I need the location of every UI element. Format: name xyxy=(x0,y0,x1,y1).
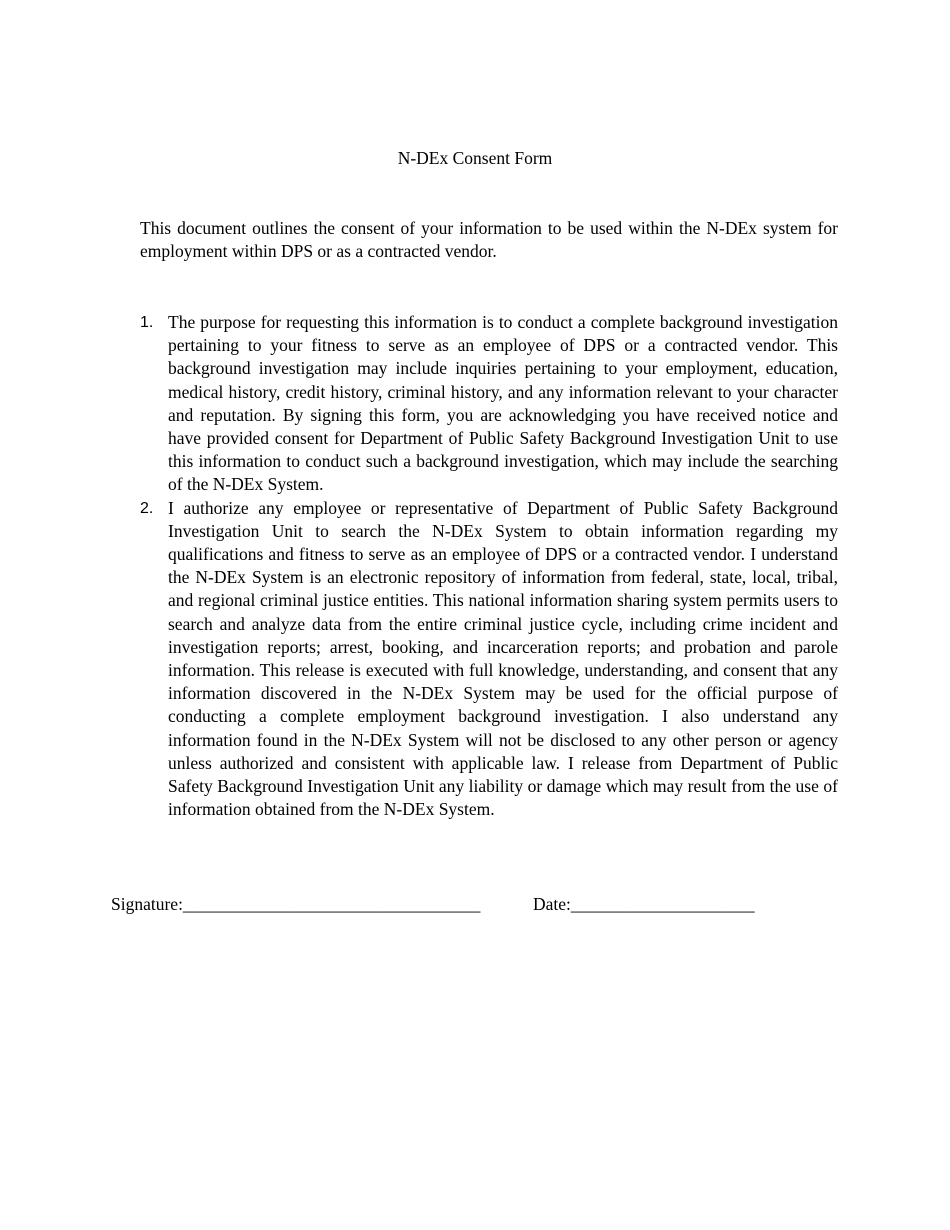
consent-item-text: I authorize any employee or representative of Department of Public Safety Background Investigation Unit to search the N-DEx System to obtain information regarding my qualifications and fitness to serve as an employee of DPS or a contracted vendor. I understand the N-DEx System is an electronic repository of information from federal, state, local, tribal, and regional criminal justice entities. This national information sharing system permits users to search and analyze data from the entire criminal justice cycle, including crime incident and investigation reports; arrest, booking, and incarceration reports; and probation and parole information. This release is executed with full knowledge, understanding, and consent that any information discovered in the N-DEx System may be used for the official purpose of conducting a complete employment background investigation. I also understand any information found in the N-DEx System will not be disclosed to any other person or agency unless authorized and consistent with applicable law. I release from Department of Public Safety Background Investigation Unit any liability or damage which may result from the use of information obtained from the N-DEx System. xyxy=(168,497,838,820)
consent-item-number: 2. xyxy=(140,499,154,517)
consent-item-text: The purpose for requesting this information is to conduct a complete background investigation pertaining to your fitness to serve as an employee of DPS or a contracted vendor. This background investigation may include inquiries pertaining to your employment, education, medical history, credit history, criminal history, and any information relevant to your character and reputation. By signing this form, you are acknowledging you have received notice and have provided consent for Department of Public Safety Background Investigation Unit to use this information to conduct such a background investigation, which may include the searching of the N-DEx System. xyxy=(168,312,838,495)
form-title: N-DEx Consent Form xyxy=(397,148,553,168)
signature-line[interactable]: Signature:__________________________________ xyxy=(111,894,481,914)
consent-item-2 xyxy=(140,497,838,822)
consent-item-1 xyxy=(140,311,838,497)
date-line[interactable]: Date:_____________________ xyxy=(533,894,755,914)
intro-paragraph: This document outlines the consent of your information to be used within the N-DEx system for employment within DPS or as a contracted vendor. xyxy=(140,218,838,262)
consent-list xyxy=(140,311,838,821)
consent-item-number: 1. xyxy=(140,314,154,331)
signature-row xyxy=(111,893,755,915)
